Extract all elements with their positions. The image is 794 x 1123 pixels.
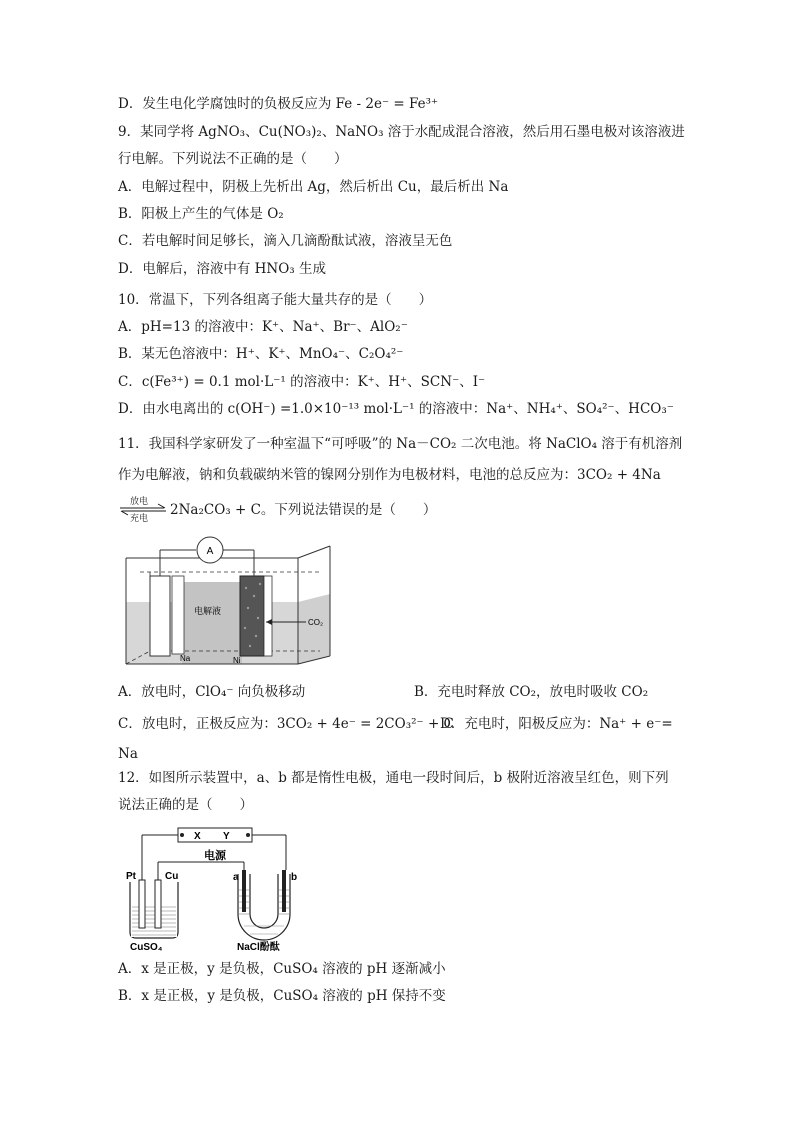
pole-y-label: Y <box>223 831 230 842</box>
electrolysis-setup-figure <box>120 822 310 954</box>
q9-option-c: C．若电解时间足够长，滴入几滴酚酞试液，溶液呈无色 <box>118 233 453 249</box>
nacl-phenolphthalein-label: NaCl酚酞 <box>237 942 280 953</box>
q11-option-a: A．放电时，ClO₄⁻ 向负极移动 <box>118 684 306 700</box>
co2-label: CO₂ <box>308 618 324 627</box>
q10-stem: 10．常温下，下列各组离子能大量共存的是（ ） <box>118 292 433 308</box>
arrow-charge-label: 充电 <box>130 513 149 523</box>
q9-stem-line1: 9．某同学将 AgNO₃、Cu(NO₃)₂、NaNO₃ 溶于水配成混合溶液，然后用石墨电极对该溶液进 <box>118 124 685 140</box>
q12-stem-line2: 说法正确的是（ ） <box>118 797 253 813</box>
q12-option-a: A．x 是正极，y 是负极，CuSO₄ 溶液的 pH 逐渐减小 <box>118 961 446 977</box>
reversible-arrow <box>118 496 168 522</box>
electrode-b-label: b <box>291 872 298 883</box>
pole-x-label: X <box>194 831 201 842</box>
q8-option-d: D．发生电化学腐蚀时的负极反应为 Fe - 2e⁻ = Fe³⁺ <box>118 96 439 112</box>
cu-electrode-label: Cu <box>165 871 179 882</box>
q10-option-b: B．某无色溶液中：H⁺、K⁺、MnO₄⁻、C₂O₄²⁻ <box>118 346 404 362</box>
q12-option-b: B．x 是正极，y 是负极，CuSO₄ 溶液的 pH 保持不变 <box>118 988 446 1004</box>
q11-stem-line1: 11．我国科学家研发了一种室温下“可呼吸”的 Na－CO₂ 二次电池。将 NaClO₄ 溶于有机溶剂 <box>118 436 683 452</box>
na-electrode-label: Na <box>180 654 191 663</box>
electrode-a-label: a <box>233 872 239 883</box>
ammeter-label: A <box>206 546 214 557</box>
power-source-box <box>178 828 252 842</box>
q11-option-d: D．充电时，阳极反应为：Na⁺ + e⁻= <box>440 716 673 732</box>
q12-stem-line1: 12．如图所示装置中，a、b 都是惰性电极，通电一段时间后，b 极附近溶液呈红色，则下列 <box>118 770 669 786</box>
q11-option-c: C．放电时，正极反应为：3CO₂ + 4e⁻ = 2CO₃²⁻ + C <box>118 716 454 732</box>
q10-option-d: D．由水电离出的 c(OH⁻) =1.0×10⁻¹³ mol·L⁻¹ 的溶液中：Na⁺、NH₄⁺、SO₄²⁻、HCO₃⁻ <box>118 401 674 417</box>
na-co2-battery-figure <box>120 536 340 671</box>
power-source-label: 电源 <box>204 850 226 862</box>
pt-electrode-label: Pt <box>126 871 136 882</box>
q10-option-c: C．c(Fe³⁺) = 0.1 mol·L⁻¹ 的溶液中：K⁺、H⁺、SCN⁻、I⁻ <box>118 374 486 390</box>
q11-option-d-cont: Na <box>118 746 138 762</box>
q11-option-b: B．充电时释放 CO₂，放电时吸收 CO₂ <box>414 684 649 700</box>
arrow-discharge-label: 放电 <box>130 496 149 506</box>
q9-option-a: A．电解过程中，阴极上先析出 Ag，然后析出 Cu，最后析出 Na <box>118 179 509 195</box>
q11-stem-line3: 2Na₂CO₃ + C。下列说法错误的是（ ） <box>170 502 437 518</box>
q11-stem-line2: 作为电解液，钠和负载碳纳米管的镍网分别作为电极材料，电池的总反应为：3CO₂ + 4Na <box>118 467 661 483</box>
q9-option-b: B．阳极上产生的气体是 O₂ <box>118 206 284 222</box>
ni-electrode-label: Ni <box>233 656 241 665</box>
electrolyte-label: 电解液 <box>194 606 222 616</box>
q9-stem-line2: 行电解。下列说法不正确的是（ ） <box>118 151 348 167</box>
q10-option-a: A．pH=13 的溶液中：K⁺、Na⁺、Br⁻、AlO₂⁻ <box>118 319 408 335</box>
cuso4-label: CuSO₄ <box>130 942 163 953</box>
q9-option-d: D．电解后，溶液中有 HNO₃ 生成 <box>118 261 326 277</box>
